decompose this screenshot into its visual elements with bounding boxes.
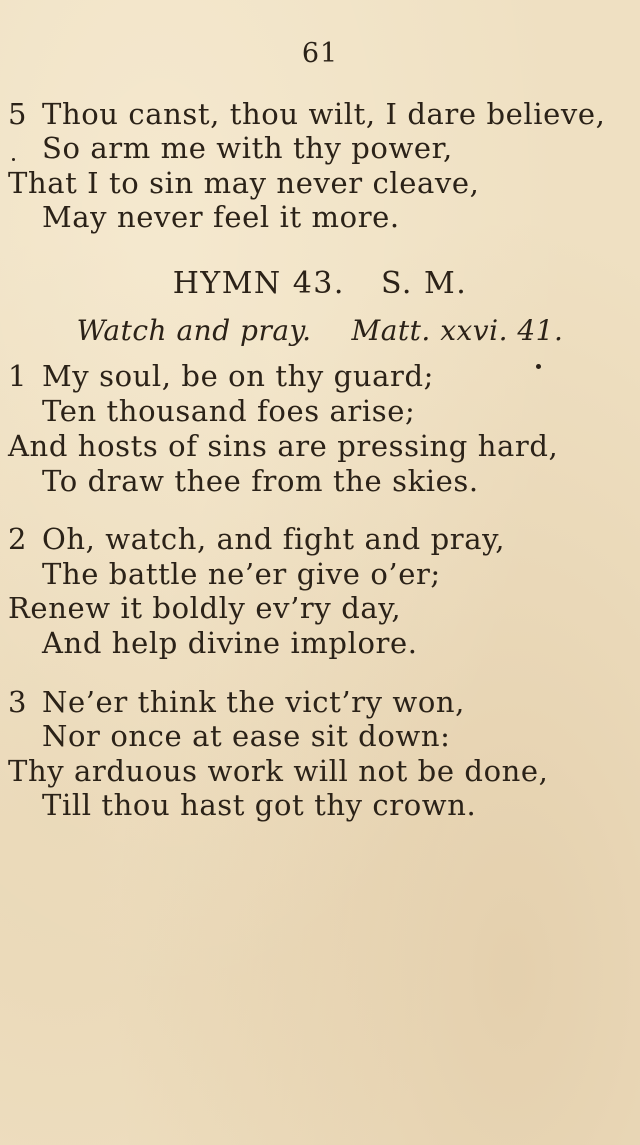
stanza-number: 3 xyxy=(8,685,28,719)
stanza-line: That I to sin may never cleave, xyxy=(8,166,480,200)
stanza-line: The battle ne’er give o’er; xyxy=(42,557,441,591)
ink-speck xyxy=(12,158,15,161)
stanza-line: 2 Oh, watch, and fight and pray, xyxy=(8,522,506,556)
stanza-line: May never feel it more. xyxy=(42,200,400,234)
hymn-meter: S. M. xyxy=(380,266,468,301)
stanza-line: And help divine implore. xyxy=(42,626,418,660)
stanza-line: Till thou hast got thy crown. xyxy=(42,788,477,822)
stanza-line: So arm me with thy power, xyxy=(42,131,453,165)
stanza-line: 1 My soul, be on thy guard; xyxy=(8,359,434,393)
stanza-line: Thy arduous work will not be done, xyxy=(8,754,549,788)
stanza-line: And hosts of sins are pressing hard, xyxy=(8,429,559,463)
hymn-subject: Watch and pray. xyxy=(76,314,312,347)
page-number: 61 xyxy=(301,38,339,69)
stanza-number: 1 xyxy=(8,359,28,393)
stanza-line: 5 Thou canst, thou wilt, I dare believe, xyxy=(8,97,606,131)
stanza-number: 5 xyxy=(8,97,28,131)
stanza-line: Nor once at ease sit down: xyxy=(42,719,451,753)
stanza-line: To draw thee from the skies. xyxy=(42,464,479,498)
stanza-number: 2 xyxy=(8,522,28,556)
ink-speck xyxy=(536,364,541,369)
stanza-line: 3 Ne’er think the vict’ry won, xyxy=(8,685,465,719)
hymn-title xyxy=(0,266,640,301)
scripture-reference: Matt. xxvi. 41. xyxy=(351,314,564,347)
stanza-line: Renew it boldly ev’ry day, xyxy=(8,591,402,625)
hymn-number: HYMN 43. xyxy=(172,266,345,301)
hymn-subtitle xyxy=(0,314,640,347)
stanza-line: Ten thousand foes arise; xyxy=(42,394,416,428)
